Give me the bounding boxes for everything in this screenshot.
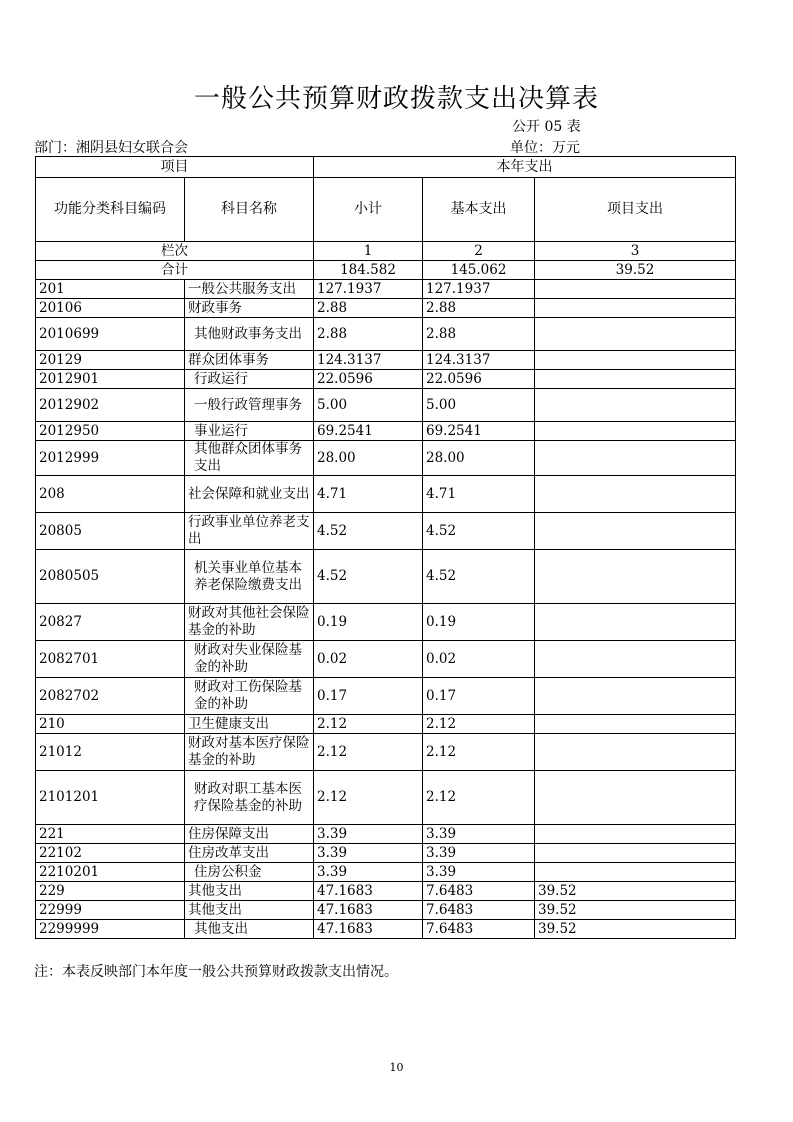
row-code: 2012999: [36, 441, 185, 476]
row-name: 住房保障支出: [185, 825, 314, 844]
row-subtotal: 0.19: [314, 604, 423, 641]
row-code: 229: [36, 882, 185, 901]
table-row: [36, 734, 736, 771]
row-basic: 7.6483: [423, 920, 535, 939]
row-name: 财政对职工基本医疗保险基金的补助: [185, 771, 314, 825]
row-name: 行政事业单位养老支出: [185, 513, 314, 550]
row-subtotal: 4.52: [314, 513, 423, 550]
row-name: 一般行政管理事务: [185, 389, 314, 422]
row-name: 财政对失业保险基金的补助: [185, 641, 314, 678]
row-basic: 2.12: [423, 734, 535, 771]
row-basic: 4.52: [423, 550, 535, 604]
row-code: 2010699: [36, 318, 185, 351]
row-basic: 2.12: [423, 715, 535, 734]
row-project: [535, 422, 736, 441]
row-basic: 0.17: [423, 678, 535, 715]
row-name: 群众团体事务: [185, 351, 314, 370]
table-row: [36, 550, 736, 604]
department-label: 部门：湘阴县妇女联合会: [34, 140, 188, 156]
total-label: 合计: [36, 261, 314, 280]
row-code: 21012: [36, 734, 185, 771]
row-basic: 7.6483: [423, 901, 535, 920]
row-subtotal: 2.12: [314, 771, 423, 825]
row-project: [535, 641, 736, 678]
table-row: [36, 771, 736, 825]
row-name: 财政对工伤保险基金的补助: [185, 678, 314, 715]
row-subtotal: 4.71: [314, 476, 423, 513]
row-name: 其他支出: [185, 882, 314, 901]
row-subtotal: 3.39: [314, 863, 423, 882]
footnote: 注：本表反映部门本年度一般公共预算财政拨款支出情况。: [34, 964, 398, 980]
row-project: [535, 715, 736, 734]
row-basic: 127.1937: [423, 280, 535, 299]
row-project: [535, 513, 736, 550]
row-project: [535, 441, 736, 476]
row-subtotal: 124.3137: [314, 351, 423, 370]
row-basic: 2.88: [423, 299, 535, 318]
table-body: [36, 280, 736, 939]
table-row: [36, 299, 736, 318]
row-name: 财政对基本医疗保险基金的补助: [185, 734, 314, 771]
page-title: 一般公共预算财政拨款支出决算表: [193, 84, 599, 114]
row-name: 财政事务: [185, 299, 314, 318]
row-subtotal: 2.88: [314, 299, 423, 318]
row-subtotal: 3.39: [314, 844, 423, 863]
row-name: 其他支出: [185, 901, 314, 920]
row-name: 其他支出: [185, 920, 314, 939]
header-basic: 基本支出: [423, 178, 535, 242]
unit-label: 单位：万元: [510, 140, 580, 156]
row-code: 2082702: [36, 678, 185, 715]
row-name: 其他群众团体事务支出: [185, 441, 314, 476]
row-subtotal: 0.02: [314, 641, 423, 678]
table-row: [36, 476, 736, 513]
row-subtotal: 47.1683: [314, 901, 423, 920]
row-name: 住房改革支出: [185, 844, 314, 863]
expenditure-table: [35, 156, 736, 939]
row-code: 201: [36, 280, 185, 299]
table-row: [36, 513, 736, 550]
row-basic: 4.52: [423, 513, 535, 550]
row-basic: 124.3137: [423, 351, 535, 370]
row-project: 39.52: [535, 920, 736, 939]
row-project: [535, 771, 736, 825]
row-basic: 2.88: [423, 318, 535, 351]
row-project: [535, 734, 736, 771]
row-basic: 3.39: [423, 863, 535, 882]
row-basic: 0.19: [423, 604, 535, 641]
row-project: [535, 351, 736, 370]
row-basic: 69.2541: [423, 422, 535, 441]
total-subtotal: 184.582: [314, 261, 423, 280]
row-project: [535, 604, 736, 641]
row-subtotal: 3.39: [314, 825, 423, 844]
column-index-3: 3: [535, 242, 736, 261]
row-code: 2012902: [36, 389, 185, 422]
row-basic: 5.00: [423, 389, 535, 422]
row-basic: 3.39: [423, 825, 535, 844]
table-row: [36, 441, 736, 476]
row-subtotal: 127.1937: [314, 280, 423, 299]
row-code: 20129: [36, 351, 185, 370]
row-name: 行政运行: [185, 370, 314, 389]
column-index-1: 1: [314, 242, 423, 261]
row-code: 2210201: [36, 863, 185, 882]
row-code: 210: [36, 715, 185, 734]
total-basic: 145.062: [423, 261, 535, 280]
row-name: 其他财政事务支出: [185, 318, 314, 351]
row-code: 2299999: [36, 920, 185, 939]
row-name: 社会保障和就业支出: [185, 476, 314, 513]
row-code: 22999: [36, 901, 185, 920]
table-row: [36, 422, 736, 441]
table-number: 公开 05 表: [512, 119, 581, 135]
row-project: [535, 863, 736, 882]
header-subtotal: 小计: [314, 178, 423, 242]
row-code: 2080505: [36, 550, 185, 604]
row-code: 221: [36, 825, 185, 844]
row-project: [535, 825, 736, 844]
table-row: [36, 920, 736, 939]
table-row: [36, 370, 736, 389]
column-index-label: 栏次: [36, 242, 314, 261]
row-code: 2082701: [36, 641, 185, 678]
table-row: [36, 351, 736, 370]
row-basic: 7.6483: [423, 882, 535, 901]
row-project: [535, 370, 736, 389]
row-subtotal: 0.17: [314, 678, 423, 715]
row-name: 住房公积金: [185, 863, 314, 882]
header-current-year: 本年支出: [314, 157, 736, 178]
row-basic: 0.02: [423, 641, 535, 678]
header-project-expenditure: 项目支出: [535, 178, 736, 242]
row-subtotal: 47.1683: [314, 920, 423, 939]
row-code: 2101201: [36, 771, 185, 825]
table-row: [36, 280, 736, 299]
table-row: [36, 604, 736, 641]
row-name: 一般公共服务支出: [185, 280, 314, 299]
row-basic: 2.12: [423, 771, 535, 825]
row-name: 事业运行: [185, 422, 314, 441]
row-subtotal: 47.1683: [314, 882, 423, 901]
table-row: [36, 825, 736, 844]
table-row: [36, 641, 736, 678]
table-row: [36, 863, 736, 882]
row-code: 2012950: [36, 422, 185, 441]
row-basic: 22.0596: [423, 370, 535, 389]
row-name: 卫生健康支出: [185, 715, 314, 734]
column-index-2: 2: [423, 242, 535, 261]
table-row: [36, 901, 736, 920]
row-subtotal: 69.2541: [314, 422, 423, 441]
row-code: 20827: [36, 604, 185, 641]
header-project: 项目: [36, 157, 314, 178]
row-code: 2012901: [36, 370, 185, 389]
row-code: 208: [36, 476, 185, 513]
table-row: [36, 678, 736, 715]
row-project: [535, 389, 736, 422]
row-basic: 28.00: [423, 441, 535, 476]
row-name: 财政对其他社会保险基金的补助: [185, 604, 314, 641]
row-subtotal: 5.00: [314, 389, 423, 422]
row-code: 20106: [36, 299, 185, 318]
row-basic: 3.39: [423, 844, 535, 863]
row-project: [535, 299, 736, 318]
header-name: 科目名称: [185, 178, 314, 242]
row-project: 39.52: [535, 901, 736, 920]
row-project: [535, 844, 736, 863]
row-name: 机关事业单位基本养老保险缴费支出: [185, 550, 314, 604]
row-subtotal: 2.12: [314, 715, 423, 734]
row-code: 22102: [36, 844, 185, 863]
row-project: [535, 318, 736, 351]
row-code: 20805: [36, 513, 185, 550]
page-number: 10: [389, 1061, 404, 1074]
row-subtotal: 22.0596: [314, 370, 423, 389]
table-row: [36, 389, 736, 422]
row-project: 39.52: [535, 882, 736, 901]
table-row: [36, 715, 736, 734]
table-row: [36, 882, 736, 901]
row-subtotal: 28.00: [314, 441, 423, 476]
row-subtotal: 4.52: [314, 550, 423, 604]
row-subtotal: 2.12: [314, 734, 423, 771]
row-project: [535, 550, 736, 604]
row-subtotal: 2.88: [314, 318, 423, 351]
row-project: [535, 678, 736, 715]
total-project: 39.52: [535, 261, 736, 280]
table-row: [36, 318, 736, 351]
row-project: [535, 280, 736, 299]
row-basic: 4.71: [423, 476, 535, 513]
header-code: 功能分类科目编码: [36, 178, 185, 242]
row-project: [535, 476, 736, 513]
table-row: [36, 844, 736, 863]
